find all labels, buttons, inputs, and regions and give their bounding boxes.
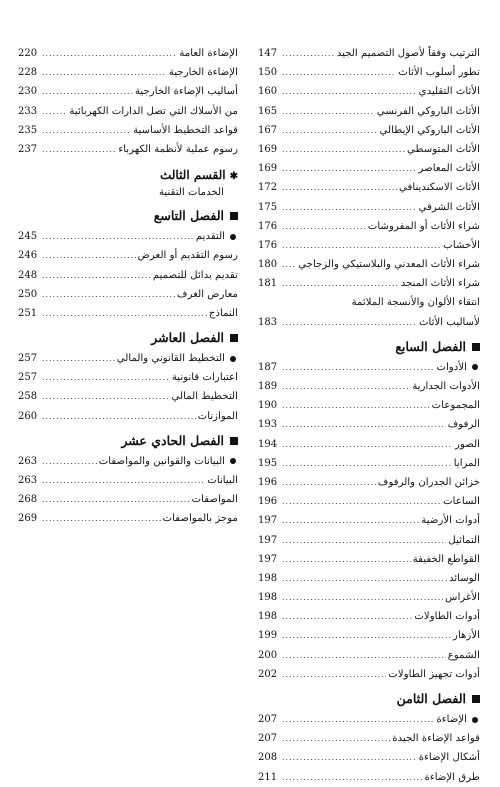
dot-leader	[42, 490, 190, 509]
entry-page: 176	[258, 220, 278, 232]
entry-page: 150	[258, 67, 278, 79]
dot-leader	[282, 768, 423, 787]
entry-title: أدوات الأرضية	[421, 515, 480, 527]
toc-entry	[18, 44, 238, 63]
entry-page: 250	[18, 288, 38, 300]
toc-entry	[18, 102, 238, 121]
dot-leader	[42, 471, 205, 490]
entry-title: موجز بالمواصفات	[162, 513, 238, 525]
toc-entry	[18, 490, 238, 509]
toc-left-column	[18, 44, 238, 529]
dot-leader	[282, 121, 378, 140]
toc-entry	[258, 293, 480, 312]
chapter-title: الفصل الثامن	[396, 691, 466, 706]
entry-page: 248	[18, 269, 38, 281]
dot-leader	[282, 607, 412, 626]
entry-page: 198	[258, 611, 278, 623]
entry-title: أشكال الإضاءة	[418, 752, 480, 764]
dot-leader	[282, 396, 430, 415]
dot-leader	[42, 452, 97, 471]
entry-page: 196	[258, 476, 278, 488]
dot-leader	[282, 646, 446, 665]
dot-leader	[42, 246, 136, 265]
dot-leader	[282, 748, 417, 767]
entry-title: أدوات الطاولات	[414, 611, 480, 623]
entry-page: 208	[258, 752, 278, 764]
entry-page: 198	[258, 572, 278, 584]
entry-page: 169	[258, 143, 278, 155]
entry-title: النماذج	[208, 307, 238, 319]
dot-leader	[282, 626, 451, 645]
dot-leader	[42, 509, 161, 528]
entry-page: 245	[18, 231, 38, 243]
entry-title: اعتبارات قانونية	[171, 372, 238, 384]
entry-page: 260	[18, 410, 38, 422]
entry-title: شراء الأثاث المعدني والبلاستيكي والزجاجي	[298, 259, 480, 271]
dot-leader	[282, 313, 417, 332]
entry-page: 199	[258, 630, 278, 642]
square-bullet-icon	[230, 212, 238, 220]
entry-title: معارض الغرف	[177, 288, 238, 300]
entry-title: المجموعات	[431, 400, 480, 412]
entry-page: 207	[258, 733, 278, 745]
toc-entry	[258, 550, 480, 569]
toc-entry	[258, 255, 480, 274]
toc-entry	[258, 454, 480, 473]
toc-entry	[18, 407, 238, 426]
chapter-title: الفصل التاسع	[153, 208, 224, 224]
toc-entry	[258, 569, 480, 588]
toc-entry	[258, 646, 480, 665]
chapter-title: الفصل الحادي عشر	[121, 432, 224, 448]
entry-title: رسوم عملية لأنظمة الكهرباء	[118, 143, 238, 155]
dot-leader	[42, 121, 131, 140]
dot-leader	[282, 63, 396, 82]
dot-leader	[282, 454, 452, 473]
entry-title: الأخشاب	[443, 239, 480, 251]
entry-page: 190	[258, 400, 278, 412]
entry-page: 180	[258, 259, 278, 271]
toc-entry	[258, 140, 480, 159]
entry-title: الإضاءة	[436, 710, 480, 729]
entry-page: 230	[18, 86, 38, 98]
entry-title: الصور	[455, 438, 480, 450]
entry-title: الرفوف	[447, 419, 480, 431]
dot-leader	[282, 82, 417, 101]
dot-leader	[42, 63, 167, 82]
dot-leader	[282, 435, 453, 454]
entry-page: 172	[258, 182, 278, 194]
entry-page: 207	[258, 714, 278, 725]
entry-page: 263	[18, 475, 38, 486]
entry-title: الإضاءة الخارجية	[168, 67, 238, 79]
entry-page: 228	[18, 67, 38, 79]
dot-leader	[282, 710, 434, 729]
toc-entry	[258, 748, 480, 767]
entry-title: طرق الإضاءة	[424, 771, 480, 783]
toc-entry	[258, 511, 480, 530]
dot-leader	[282, 550, 411, 569]
entry-title: المرايا	[453, 457, 480, 469]
star-bullet-icon: ✱	[229, 171, 238, 183]
dot-leader	[282, 140, 405, 159]
entry-page: 233	[18, 105, 38, 117]
dot-leader	[282, 415, 446, 434]
toc-entry	[18, 63, 238, 82]
dot-leader	[282, 492, 441, 511]
toc-entry	[18, 121, 238, 140]
entry-title: خزائن الجدران والرفوف	[377, 476, 480, 488]
chapter-heading	[258, 688, 480, 710]
toc-entry	[18, 140, 238, 159]
toc-entry	[258, 415, 480, 434]
toc-entry	[258, 82, 480, 101]
entry-page: 167	[258, 124, 278, 136]
dot-leader	[282, 473, 376, 492]
dot-leader	[42, 82, 133, 101]
entry-page: 197	[258, 515, 278, 527]
entry-title: الأدوات	[436, 358, 480, 377]
entry-page: 211	[258, 771, 278, 783]
dot-leader	[282, 729, 390, 748]
entry-title: التخطيط القانوني والمالي	[117, 349, 238, 368]
toc-entry	[18, 266, 238, 285]
dot-leader	[282, 198, 417, 217]
dot-leader	[282, 274, 399, 293]
dot-leader	[42, 387, 170, 406]
entry-title: القواطع الخفيفة	[412, 553, 480, 565]
entry-title: تطور أسلوب الأثاث	[398, 67, 480, 79]
square-bullet-icon	[230, 437, 238, 445]
dot-leader	[282, 178, 397, 197]
dot-leader	[282, 569, 447, 588]
toc-entry	[258, 358, 480, 377]
entry-title: الأغراس	[445, 592, 480, 604]
toc-entry	[258, 377, 480, 396]
toc-entry	[258, 531, 480, 550]
entry-title: لأساليب الأثاث	[418, 316, 480, 328]
entry-title: التماثيل	[448, 534, 480, 546]
entry-page: 189	[258, 381, 278, 392]
dot-leader	[42, 227, 194, 246]
entry-title: من الأسلاك التي تصل الدارات الكهربائية	[69, 105, 238, 117]
toc-right-column	[258, 44, 480, 787]
entry-title: البيانات	[207, 475, 238, 486]
dot-leader	[282, 44, 335, 63]
entry-title: قواعد التخطيط الأساسية	[133, 124, 238, 136]
entry-title: الإضاءة العامة	[179, 48, 238, 59]
toc-entry	[18, 285, 238, 304]
entry-page: 194	[258, 438, 278, 450]
toc-entry	[18, 368, 238, 387]
dot-leader	[42, 102, 67, 121]
entry-page: 181	[258, 278, 278, 290]
entry-title: الوسائد	[448, 572, 480, 584]
entry-title: الأزهار	[453, 630, 480, 642]
entry-title: الشموع	[447, 649, 480, 661]
dot-leader	[282, 665, 386, 684]
entry-title: الأثاث التقليدي	[418, 86, 480, 98]
dot-leader	[282, 255, 296, 274]
section-title: القسم الثالث	[159, 168, 226, 183]
entry-page: 196	[258, 496, 278, 508]
entry-page: 160	[258, 86, 278, 98]
dot-leader	[42, 285, 175, 304]
entry-title: الأثاث الاسكندينافي	[398, 182, 480, 194]
toc-entry	[258, 44, 480, 63]
toc-entry	[18, 471, 238, 490]
square-bullet-icon	[472, 343, 480, 351]
dot-leader	[42, 44, 177, 63]
dot-leader	[42, 304, 207, 323]
dot-leader	[282, 511, 419, 530]
square-bullet-icon	[472, 695, 480, 703]
toc-entry	[258, 607, 480, 626]
entry-page: 258	[18, 391, 38, 403]
toc-entry	[258, 102, 480, 121]
entry-page: 220	[18, 48, 38, 59]
toc-entry	[258, 63, 480, 82]
toc-entry	[258, 396, 480, 415]
entry-title: التخطيط المالي	[171, 391, 238, 403]
entry-page: 183	[258, 316, 278, 328]
entry-page: 197	[258, 553, 278, 565]
toc-entry	[18, 227, 238, 246]
entry-page: 268	[18, 494, 38, 506]
dot-leader	[282, 588, 443, 607]
chapter-heading	[18, 327, 238, 349]
toc-entry	[258, 626, 480, 645]
toc-entry	[18, 387, 238, 406]
chapter-title: الفصل السابع	[395, 338, 466, 354]
entry-title: تقديم بدائل للتصميم	[152, 269, 238, 281]
entry-page: 200	[258, 649, 278, 661]
entry-title: أساليب الإضاءة الخارجية	[134, 86, 238, 98]
toc-entry	[258, 710, 480, 729]
entry-page: 235	[18, 124, 38, 136]
entry-title: الساعات	[443, 496, 480, 508]
dot-leader	[42, 140, 116, 159]
entry-page: 246	[18, 250, 38, 262]
entry-title: شراء الأثاث المنجد	[400, 278, 480, 290]
dot-leader	[282, 377, 410, 396]
entry-title: الأثاث المعاصر	[418, 163, 480, 175]
entry-page: 187	[258, 361, 278, 373]
entry-title: أدوات تجهيز الطاولات	[388, 668, 480, 680]
entry-page: 195	[258, 457, 278, 469]
entry-page: 197	[258, 534, 278, 546]
dot-leader	[282, 102, 375, 121]
dot-leader	[282, 236, 441, 255]
toc-entry	[258, 588, 480, 607]
entry-page: 165	[258, 105, 278, 117]
entry-title: الأدوات الجدارية	[412, 381, 480, 392]
toc-entry	[258, 198, 480, 217]
toc-entry	[258, 178, 480, 197]
entry-title: الموازنات	[197, 410, 238, 422]
toc-entry	[258, 492, 480, 511]
dot-leader	[42, 266, 151, 285]
toc-entry	[18, 82, 238, 101]
entry-title: رسوم التقديم أو العرض	[137, 250, 238, 262]
entry-title: انتقاء الألوان والأنسجة الملائمة	[351, 297, 480, 309]
entry-title: قواعد الإضاءة الجيدة	[392, 733, 480, 745]
entry-page: 269	[18, 513, 38, 525]
toc-entry	[18, 246, 238, 265]
toc-entry	[258, 217, 480, 236]
chapter-heading	[18, 205, 238, 227]
dot-leader	[282, 159, 416, 178]
entry-page: 237	[18, 143, 38, 155]
toc-entry	[18, 304, 238, 323]
toc-entry	[258, 473, 480, 492]
entry-title: الأثاث الشرقي	[418, 201, 480, 213]
dot-leader	[282, 531, 446, 550]
toc-entry	[18, 349, 238, 368]
entry-page: 263	[18, 455, 38, 467]
chapter-heading	[258, 336, 480, 358]
entry-title: الترتيب وفقاً لأصول التصميم الجيد	[336, 48, 480, 59]
entry-title: التقديم	[196, 227, 238, 246]
dot-leader	[42, 407, 196, 426]
square-bullet-icon	[230, 334, 238, 342]
toc-entry	[258, 665, 480, 684]
toc-entry	[258, 159, 480, 178]
toc-entry	[258, 435, 480, 454]
dot-leader	[42, 349, 115, 368]
toc-entry	[18, 509, 238, 528]
toc-entry	[258, 768, 480, 787]
entry-title: المواصفات	[191, 494, 238, 506]
entry-page: 257	[18, 353, 38, 365]
entry-title: الأثاث المتوسطي	[407, 143, 480, 155]
entry-page: 175	[258, 201, 278, 213]
entry-page: 147	[258, 48, 278, 59]
entry-title: شراء الأثاث أو المفروشات	[367, 220, 480, 232]
toc-entry	[258, 313, 480, 332]
toc-entry	[258, 729, 480, 748]
toc-entry	[258, 121, 480, 140]
entry-title: الأثاث الباروكي الإيطالي	[379, 124, 480, 136]
section-heading	[18, 165, 238, 185]
entry-page: 251	[18, 307, 38, 319]
toc-entry	[258, 274, 480, 293]
dot-leader	[42, 368, 170, 387]
entry-title: البيانات والقوانين والمواصفات	[99, 452, 238, 471]
entry-page: 193	[258, 419, 278, 431]
chapter-heading	[18, 430, 238, 452]
dot-leader	[282, 358, 434, 377]
entry-page: 202	[258, 668, 278, 680]
section-subtitle: الخدمات التقنية	[158, 187, 224, 199]
dot-leader	[282, 217, 366, 236]
entry-page: 176	[258, 239, 278, 251]
entry-page: 257	[18, 372, 38, 384]
chapter-title: الفصل العاشر	[151, 330, 224, 346]
entry-title: الأثاث الباروكي الفرنسي	[376, 105, 480, 117]
entry-page: 169	[258, 163, 278, 175]
toc-entry	[18, 452, 238, 471]
entry-page: 198	[258, 592, 278, 604]
toc-entry	[258, 236, 480, 255]
